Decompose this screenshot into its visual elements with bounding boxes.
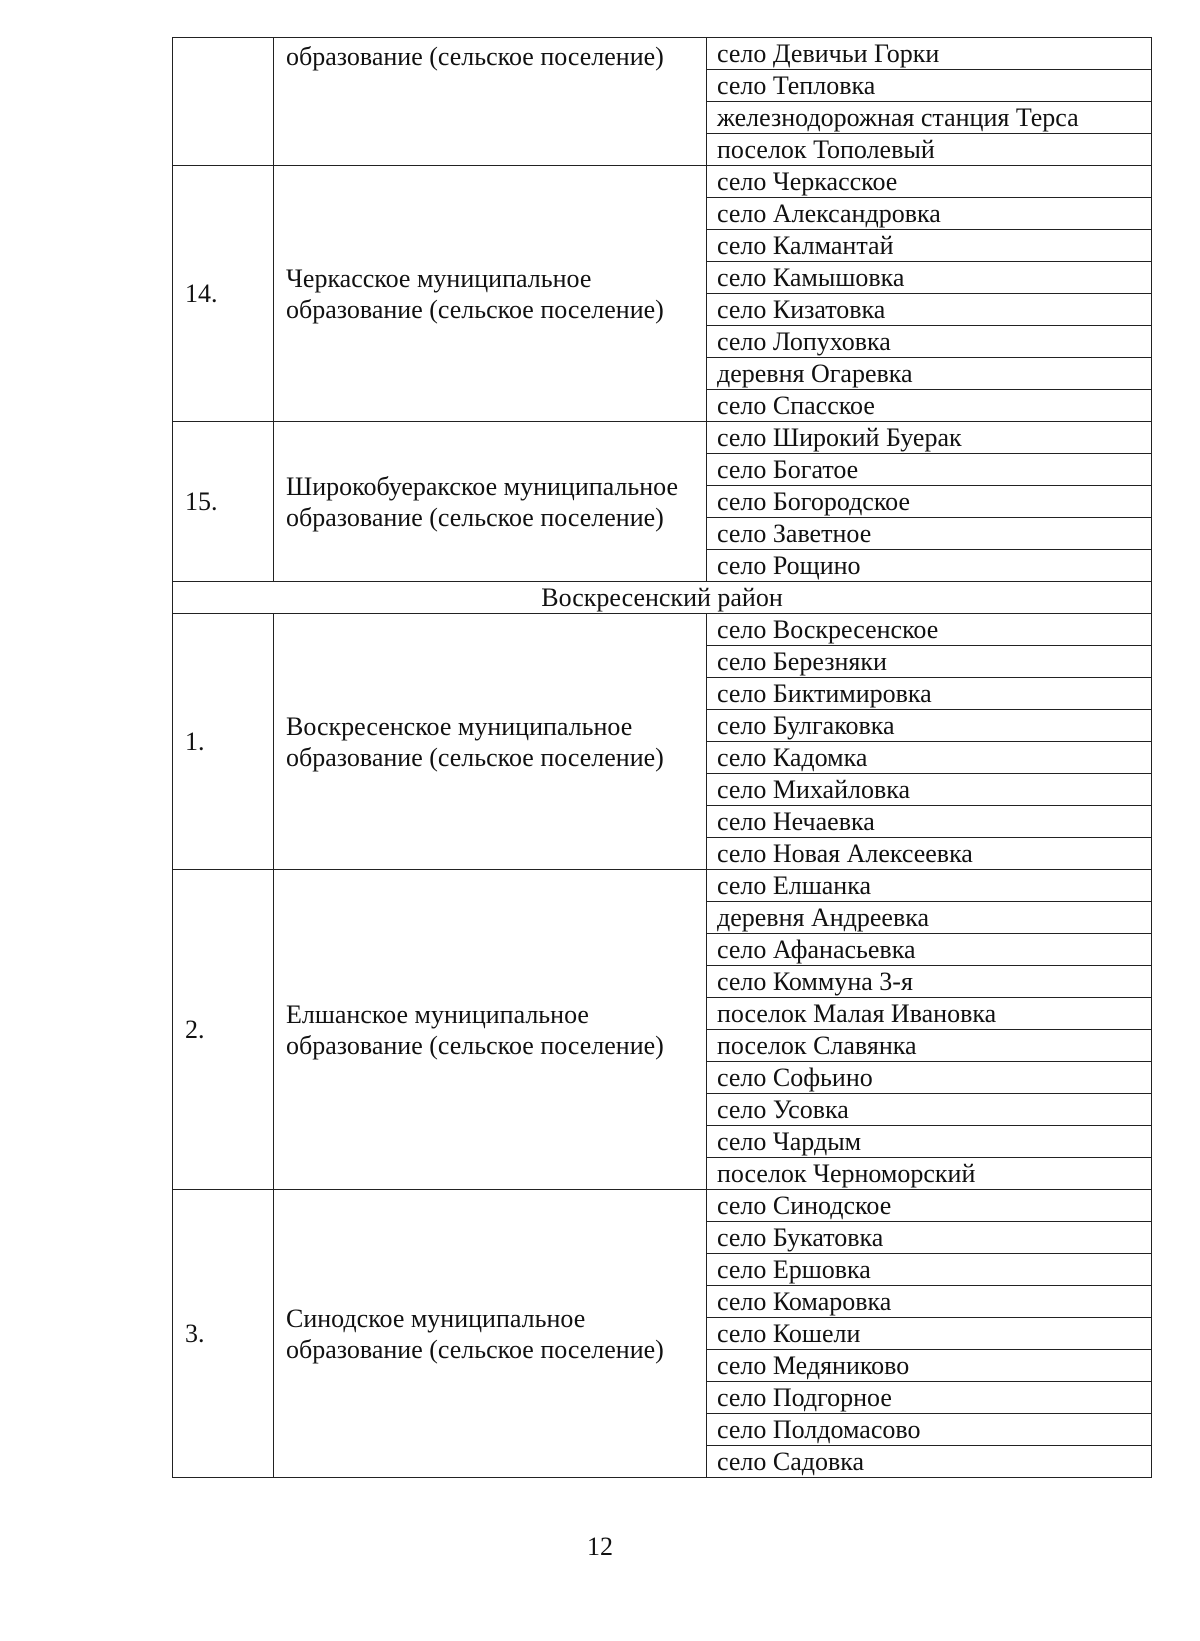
- settlement-name: село Богородское: [707, 486, 1152, 518]
- row-number: [173, 38, 274, 166]
- district-title: Воскресенский район: [173, 582, 1152, 614]
- settlement-name: поселок Славянка: [707, 1030, 1152, 1062]
- table-row: [173, 614, 1152, 646]
- settlement-name: село Рощино: [707, 550, 1152, 582]
- municipality-name: Воскресенское муниципальное образование (сельское поселение): [274, 614, 707, 870]
- settlement-name: село Богатое: [707, 454, 1152, 486]
- settlement-name: село Кадомка: [707, 742, 1152, 774]
- settlement-name: село Спасское: [707, 390, 1152, 422]
- settlement-name: село Софьино: [707, 1062, 1152, 1094]
- table-row: [173, 1190, 1152, 1222]
- table-group: [173, 38, 1152, 166]
- settlement-name: поселок Черноморский: [707, 1158, 1152, 1190]
- settlement-name: село Подгорное: [707, 1382, 1152, 1414]
- settlement-name: село Александровка: [707, 198, 1152, 230]
- row-number: 15.: [173, 422, 274, 582]
- settlement-name: село Широкий Буерак: [707, 422, 1152, 454]
- settlement-name: село Нечаевка: [707, 806, 1152, 838]
- district-row: [173, 582, 1152, 614]
- settlement-name: село Усовка: [707, 1094, 1152, 1126]
- settlement-name: село Камышовка: [707, 262, 1152, 294]
- settlement-name: село Лопуховка: [707, 326, 1152, 358]
- row-number: 3.: [173, 1190, 274, 1478]
- table-group: [173, 582, 1152, 614]
- settlement-name: село Михайловка: [707, 774, 1152, 806]
- settlement-name: село Кошели: [707, 1318, 1152, 1350]
- municipality-name: образование (сельское поселение): [274, 38, 707, 166]
- table-row: [173, 38, 1152, 70]
- settlement-name: село Кизатовка: [707, 294, 1152, 326]
- settlement-name: село Черкасское: [707, 166, 1152, 198]
- settlement-name: село Синодское: [707, 1190, 1152, 1222]
- settlement-name: село Булгаковка: [707, 710, 1152, 742]
- table-group: [173, 1190, 1152, 1478]
- settlement-name: железнодорожная станция Терса: [707, 102, 1152, 134]
- settlement-name: село Воскресенское: [707, 614, 1152, 646]
- settlement-name: село Букатовка: [707, 1222, 1152, 1254]
- settlement-name: деревня Андреевка: [707, 902, 1152, 934]
- settlement-name: поселок Тополевый: [707, 134, 1152, 166]
- row-number: 14.: [173, 166, 274, 422]
- settlement-name: село Ершовка: [707, 1254, 1152, 1286]
- settlement-name: село Афанасьевка: [707, 934, 1152, 966]
- page-number: 12: [587, 1532, 613, 1561]
- settlement-name: поселок Малая Ивановка: [707, 998, 1152, 1030]
- settlement-name: деревня Огаревка: [707, 358, 1152, 390]
- table-row: [173, 166, 1152, 198]
- table-group: [173, 166, 1152, 422]
- table-group: [173, 422, 1152, 582]
- settlement-name: село Тепловка: [707, 70, 1152, 102]
- table-group: [173, 614, 1152, 870]
- table-row: [173, 870, 1152, 902]
- settlement-name: село Медяниково: [707, 1350, 1152, 1382]
- municipality-name: Синодское муниципальное образование (сельское поселение): [274, 1190, 707, 1478]
- settlement-name: село Девичьи Горки: [707, 38, 1152, 70]
- settlements-table: [172, 37, 1152, 1478]
- municipality-name: Широкобуеракское муниципальное образование (сельское поселение): [274, 422, 707, 582]
- table-row: [173, 422, 1152, 454]
- settlement-name: село Елшанка: [707, 870, 1152, 902]
- settlement-name: село Биктимировка: [707, 678, 1152, 710]
- settlement-name: село Садовка: [707, 1446, 1152, 1478]
- settlement-name: село Чардым: [707, 1126, 1152, 1158]
- municipality-name: Черкасское муниципальное образование (сельское поселение): [274, 166, 707, 422]
- row-number: 1.: [173, 614, 274, 870]
- table-group: [173, 870, 1152, 1190]
- settlement-name: село Новая Алексеевка: [707, 838, 1152, 870]
- row-number: 2.: [173, 870, 274, 1190]
- settlement-name: село Заветное: [707, 518, 1152, 550]
- settlement-name: село Полдомасово: [707, 1414, 1152, 1446]
- settlement-name: село Березняки: [707, 646, 1152, 678]
- settlement-name: село Калмантай: [707, 230, 1152, 262]
- settlement-name: село Коммуна 3-я: [707, 966, 1152, 998]
- municipality-name: Елшанское муниципальное образование (сельское поселение): [274, 870, 707, 1190]
- settlement-name: село Комаровка: [707, 1286, 1152, 1318]
